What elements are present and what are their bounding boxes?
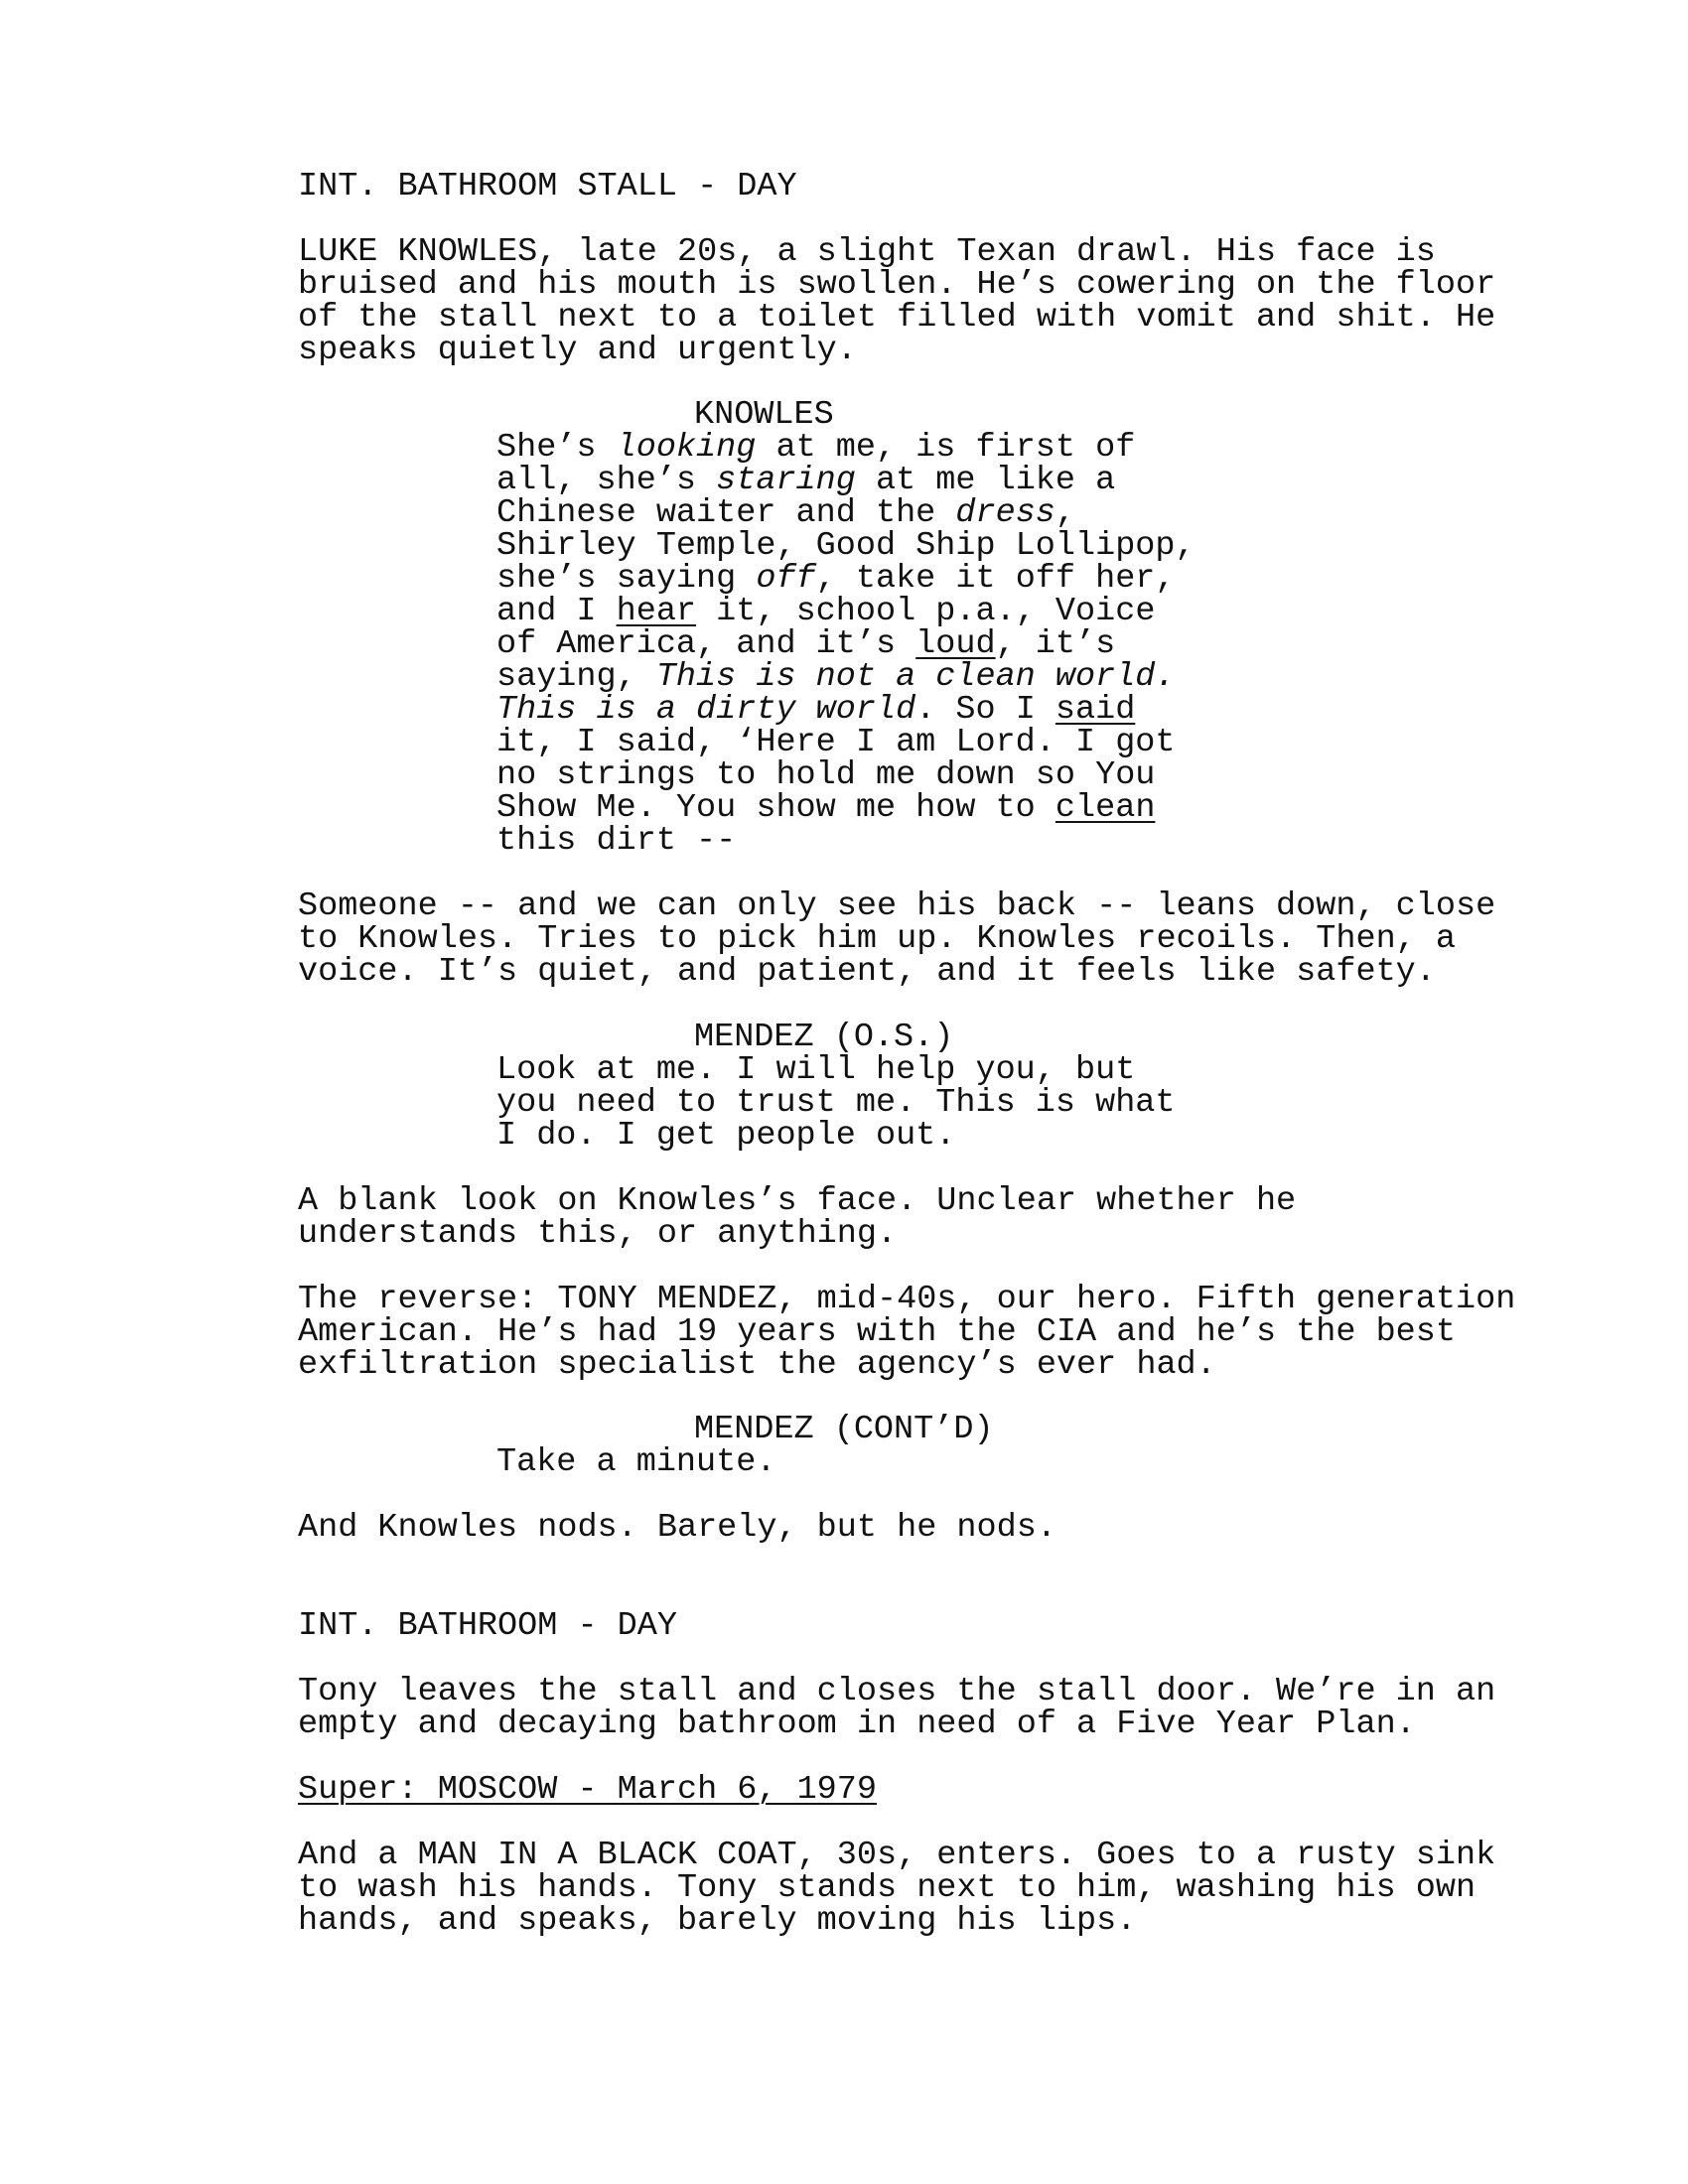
dialogue-text: of America, and it’s <box>496 625 916 663</box>
dialogue-italic-text: off <box>756 560 816 598</box>
action-line: bruised and his mouth is swollen. He’s cowering on the floor <box>298 266 1496 304</box>
action-line: of the stall next to a toilet filled with vomit and shit. He <box>298 299 1496 337</box>
dialogue-italic-text: This is not a clean world. <box>655 658 1176 696</box>
action-block <box>298 233 1496 369</box>
dialogue-text: and I <box>496 593 617 630</box>
dialogue-text: , it’s <box>995 625 1116 663</box>
action-line: to Knowles. Tries to pick him up. Knowles recoils. Then, a <box>298 920 1456 958</box>
dialogue-text: at me, is first of <box>756 429 1136 467</box>
dialogue-line <box>496 789 1196 827</box>
dialogue-italic-text: dress <box>955 494 1055 532</box>
dialogue-underlined-text: loud <box>915 625 996 663</box>
dialogue-line <box>496 691 1196 729</box>
dialogue-text: Chinese waiter and the <box>496 494 956 532</box>
character-name: MENDEZ (CONT’D) <box>694 1411 994 1448</box>
dialogue-line <box>496 658 1196 696</box>
dialogue-underlined-text: hear <box>616 593 697 630</box>
dialogue-line <box>496 625 1196 663</box>
dialogue-line: no strings to hold me down so You <box>496 756 1156 794</box>
dialogue-block <box>496 1051 1176 1155</box>
dialogue-text: she’s saying <box>496 560 757 598</box>
action-block <box>298 1837 1496 1940</box>
dialogue-text: She’s <box>496 429 617 467</box>
dialogue-line: it, I said, ‘Here I am Lord. I got <box>496 724 1176 761</box>
dialogue-italic-text: This is a dirty world <box>496 691 916 729</box>
dialogue-line <box>496 560 1196 598</box>
dialogue-text: it, school p.a., Voice <box>696 593 1156 630</box>
dialogue-underlined-text: clean <box>1055 789 1156 827</box>
action-block <box>298 887 1496 991</box>
dialogue-underlined-text: said <box>1055 691 1136 729</box>
action-line: voice. It’s quiet, and patient, and it feels like safety. <box>298 953 1436 991</box>
dialogue-text: , take it off her, <box>815 560 1176 598</box>
dialogue-line: Look at me. I will help you, but <box>496 1051 1136 1089</box>
action-line: And a MAN IN A BLACK COAT, 30s, enters. Goes to a rusty sink <box>298 1837 1496 1874</box>
action-line: Tony leaves the stall and closes the stall door. We’re in an <box>298 1673 1496 1710</box>
dialogue-line: you need to trust me. This is what <box>496 1084 1176 1122</box>
scene-heading: INT. BATHROOM STALL - DAY <box>298 168 797 205</box>
action-line: empty and decaying bathroom in need of a Five Year Plan. <box>298 1706 1416 1743</box>
action-line: The reverse: TONY MENDEZ, mid-40s, our hero. Fifth generation <box>298 1281 1516 1318</box>
super-title: Super: MOSCOW - March 6, 1979 <box>298 1771 877 1809</box>
action-line: A blank look on Knowles’s face. Unclear whether he <box>298 1182 1297 1220</box>
action-line: And Knowles nods. Barely, but he nods. <box>298 1509 1056 1547</box>
action-line: LUKE KNOWLES, late 20s, a slight Texan drawl. His face is <box>298 233 1436 271</box>
dialogue-text: at me like a <box>855 462 1116 499</box>
action-line: exfiltration specialist the agency’s ever had. <box>298 1346 1216 1384</box>
action-line: American. He’s had 19 years with the CIA and he’s the best <box>298 1313 1456 1351</box>
dialogue-line <box>496 429 1196 467</box>
character-name: MENDEZ (O.S.) <box>694 1019 954 1056</box>
action-block <box>298 1182 1297 1253</box>
dialogue-line: I do. I get people out. <box>496 1117 956 1155</box>
scene-heading: INT. BATHROOM - DAY <box>298 1607 677 1645</box>
dialogue-line: this dirt -- <box>496 822 737 860</box>
dialogue-text: all, she’s <box>496 462 717 499</box>
dialogue-line <box>496 593 1196 630</box>
action-line: understands this, or anything. <box>298 1215 898 1253</box>
dialogue-line: Take a minute. <box>496 1443 776 1481</box>
action-line: speaks quietly and urgently. <box>298 332 857 369</box>
dialogue-block <box>496 429 1196 860</box>
dialogue-line: Shirley Temple, Good Ship Lollipop, <box>496 527 1196 565</box>
dialogue-italic-text: staring <box>716 462 856 499</box>
dialogue-line <box>496 494 1196 532</box>
action-block <box>298 1673 1496 1743</box>
action-line: hands, and speaks, barely moving his lips. <box>298 1902 1137 1940</box>
character-name: KNOWLES <box>694 396 834 434</box>
dialogue-text: saying, <box>496 658 656 696</box>
dialogue-text: Show Me. You show me how to <box>496 789 1055 827</box>
dialogue-line <box>496 462 1196 499</box>
dialogue-italic-text: looking <box>616 429 757 467</box>
action-line: to wash his hands. Tony stands next to him, washing his own <box>298 1869 1477 1907</box>
action-line: Someone -- and we can only see his back -- leans down, close <box>298 887 1496 925</box>
action-block <box>298 1281 1516 1384</box>
dialogue-text: , <box>1055 494 1076 532</box>
dialogue-text: . So I <box>915 691 1055 729</box>
